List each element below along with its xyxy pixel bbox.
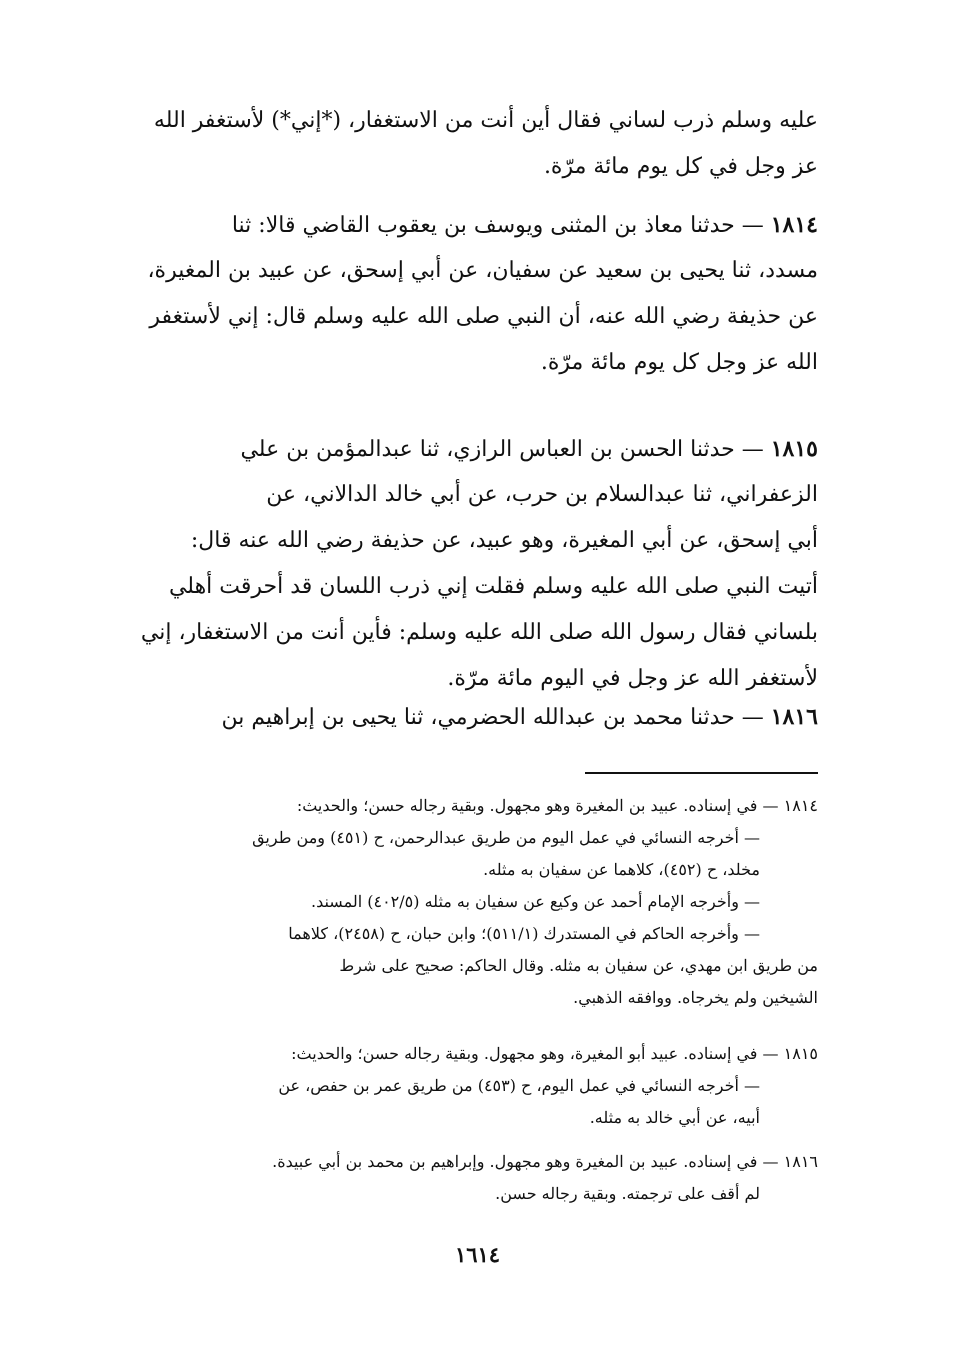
text-line <box>118 202 818 248</box>
footnote-line: — أخرجه النسائي في عمل اليوم، ح (٤٥٣) من طريق عمر بن حفص، عن <box>278 1076 760 1095</box>
text-line: مسدد، ثنا يحيى بن سعيد عن سفيان، عن أبي إسحق، عن عبيد بن المغيرة، <box>147 258 818 283</box>
text-line: لأستغفر الله عز وجل في اليوم مائة مرّة. <box>447 666 818 691</box>
footnote-line: الشيخين ولم يخرجاه. ووافقه الذهبي. <box>573 988 818 1007</box>
text-line: الله عز وجل كل يوم مائة مرّة. <box>540 350 818 375</box>
text-line: عن حذيفة رضي الله عنه، أن النبي صلى الله عليه وسلم قال: إني لأستغفر <box>149 304 818 329</box>
footnote-line: ١٨١٦ — في إسناده. عبيد بن المغيرة وهو مجهول. وإبراهيم بن محمد بن أبي عبيدة. <box>272 1152 818 1171</box>
hadith-1816 <box>118 694 818 740</box>
footnote-line: لم أقف على ترجمته. وبقية رجاله حسن. <box>495 1184 760 1203</box>
footnote-line: — وأخرجه الحاكم في المستدرك (٥١١/١)؛ وابن حبان، ح (٢٤٥٨)، كلاهما <box>288 924 760 943</box>
hadith-number: ١٨١٦ <box>770 704 818 730</box>
hadith-number: ١٨١٥ <box>770 436 818 462</box>
text-line: بلساني فقال رسول الله صلى الله عليه وسلم: فأين أنت من الاستغفار، إني <box>140 620 818 645</box>
hadith-1814 <box>118 202 818 386</box>
footnote-line: ١٨١٥ — في إسناده. عبيد أبو المغيرة، وهو مجهول. وبقية رجاله حسن؛ والحديث: <box>291 1044 818 1063</box>
hadith-number: ١٨١٤ <box>770 212 818 238</box>
text-line: أبي إسحق، عن أبي المغيرة، وهو عبيد، عن حذيفة رضي الله عنه قال: <box>190 528 818 553</box>
footnote-1816 <box>118 1146 818 1210</box>
footnote-1814 <box>118 790 818 1014</box>
footnote-line: — وأخرجه الإمام أحمد عن وكيع عن سفيان به مثله (٤٠٢/٥) المسند. <box>310 892 760 911</box>
text-segment: — حدثنا الحسن بن العباس الرازي، ثنا عبدالمؤمن بن علي <box>240 437 764 462</box>
text-line: عليه وسلم ذرب لساني فقال أين أنت من الاستغفار، (*إني*) لأستغفر الله <box>153 108 818 133</box>
footnote-line: من طريق ابن مهدي، عن سفيان به مثله. وقال الحاكم: صحيح على شرط <box>339 956 818 975</box>
text-segment: — حدثنا محمد بن عبدالله الحضرمي، ثنا يحيى بن إبراهيم بن <box>221 705 764 730</box>
footnote-1815 <box>118 1038 818 1134</box>
footnote-divider <box>585 772 818 774</box>
page-number: ١٦١٤ <box>454 1242 501 1267</box>
footnote-line: أبيه، عن أبي خالد به مثله. <box>589 1108 760 1127</box>
text-line: أتيت النبي صلى الله عليه وسلم فقلت إني ذرب اللسان قد أحرقت أهلي <box>168 574 818 599</box>
text-line: عز وجل في كل يوم مائة مرّة. <box>543 154 818 179</box>
footnote-line: — أخرجه النسائي في عمل اليوم من طريق عبدالرحمن، ح (٤٥١) ومن طريق <box>252 828 760 847</box>
text-segment: — حدثنا معاذ بن المثنى ويوسف بن يعقوب القاضي قالا: ثنا <box>231 213 764 238</box>
footnote-line: مخلد، ح (٤٥٢)، كلاهما عن سفيان به مثله. <box>483 860 760 879</box>
hadith-1815 <box>118 426 818 702</box>
text-line: الزعفراني، ثنا عبدالسلام بن حرب، عن أبي خالد الدالاني، عن <box>266 482 818 507</box>
text-line <box>118 426 818 472</box>
text-line <box>118 694 818 740</box>
footnote-line: ١٨١٤ — في إسناده. عبيد بن المغيرة وهو مجهول. وبقية رجاله حسن؛ والحديث: <box>296 796 818 815</box>
paragraph-continuation <box>118 98 818 190</box>
